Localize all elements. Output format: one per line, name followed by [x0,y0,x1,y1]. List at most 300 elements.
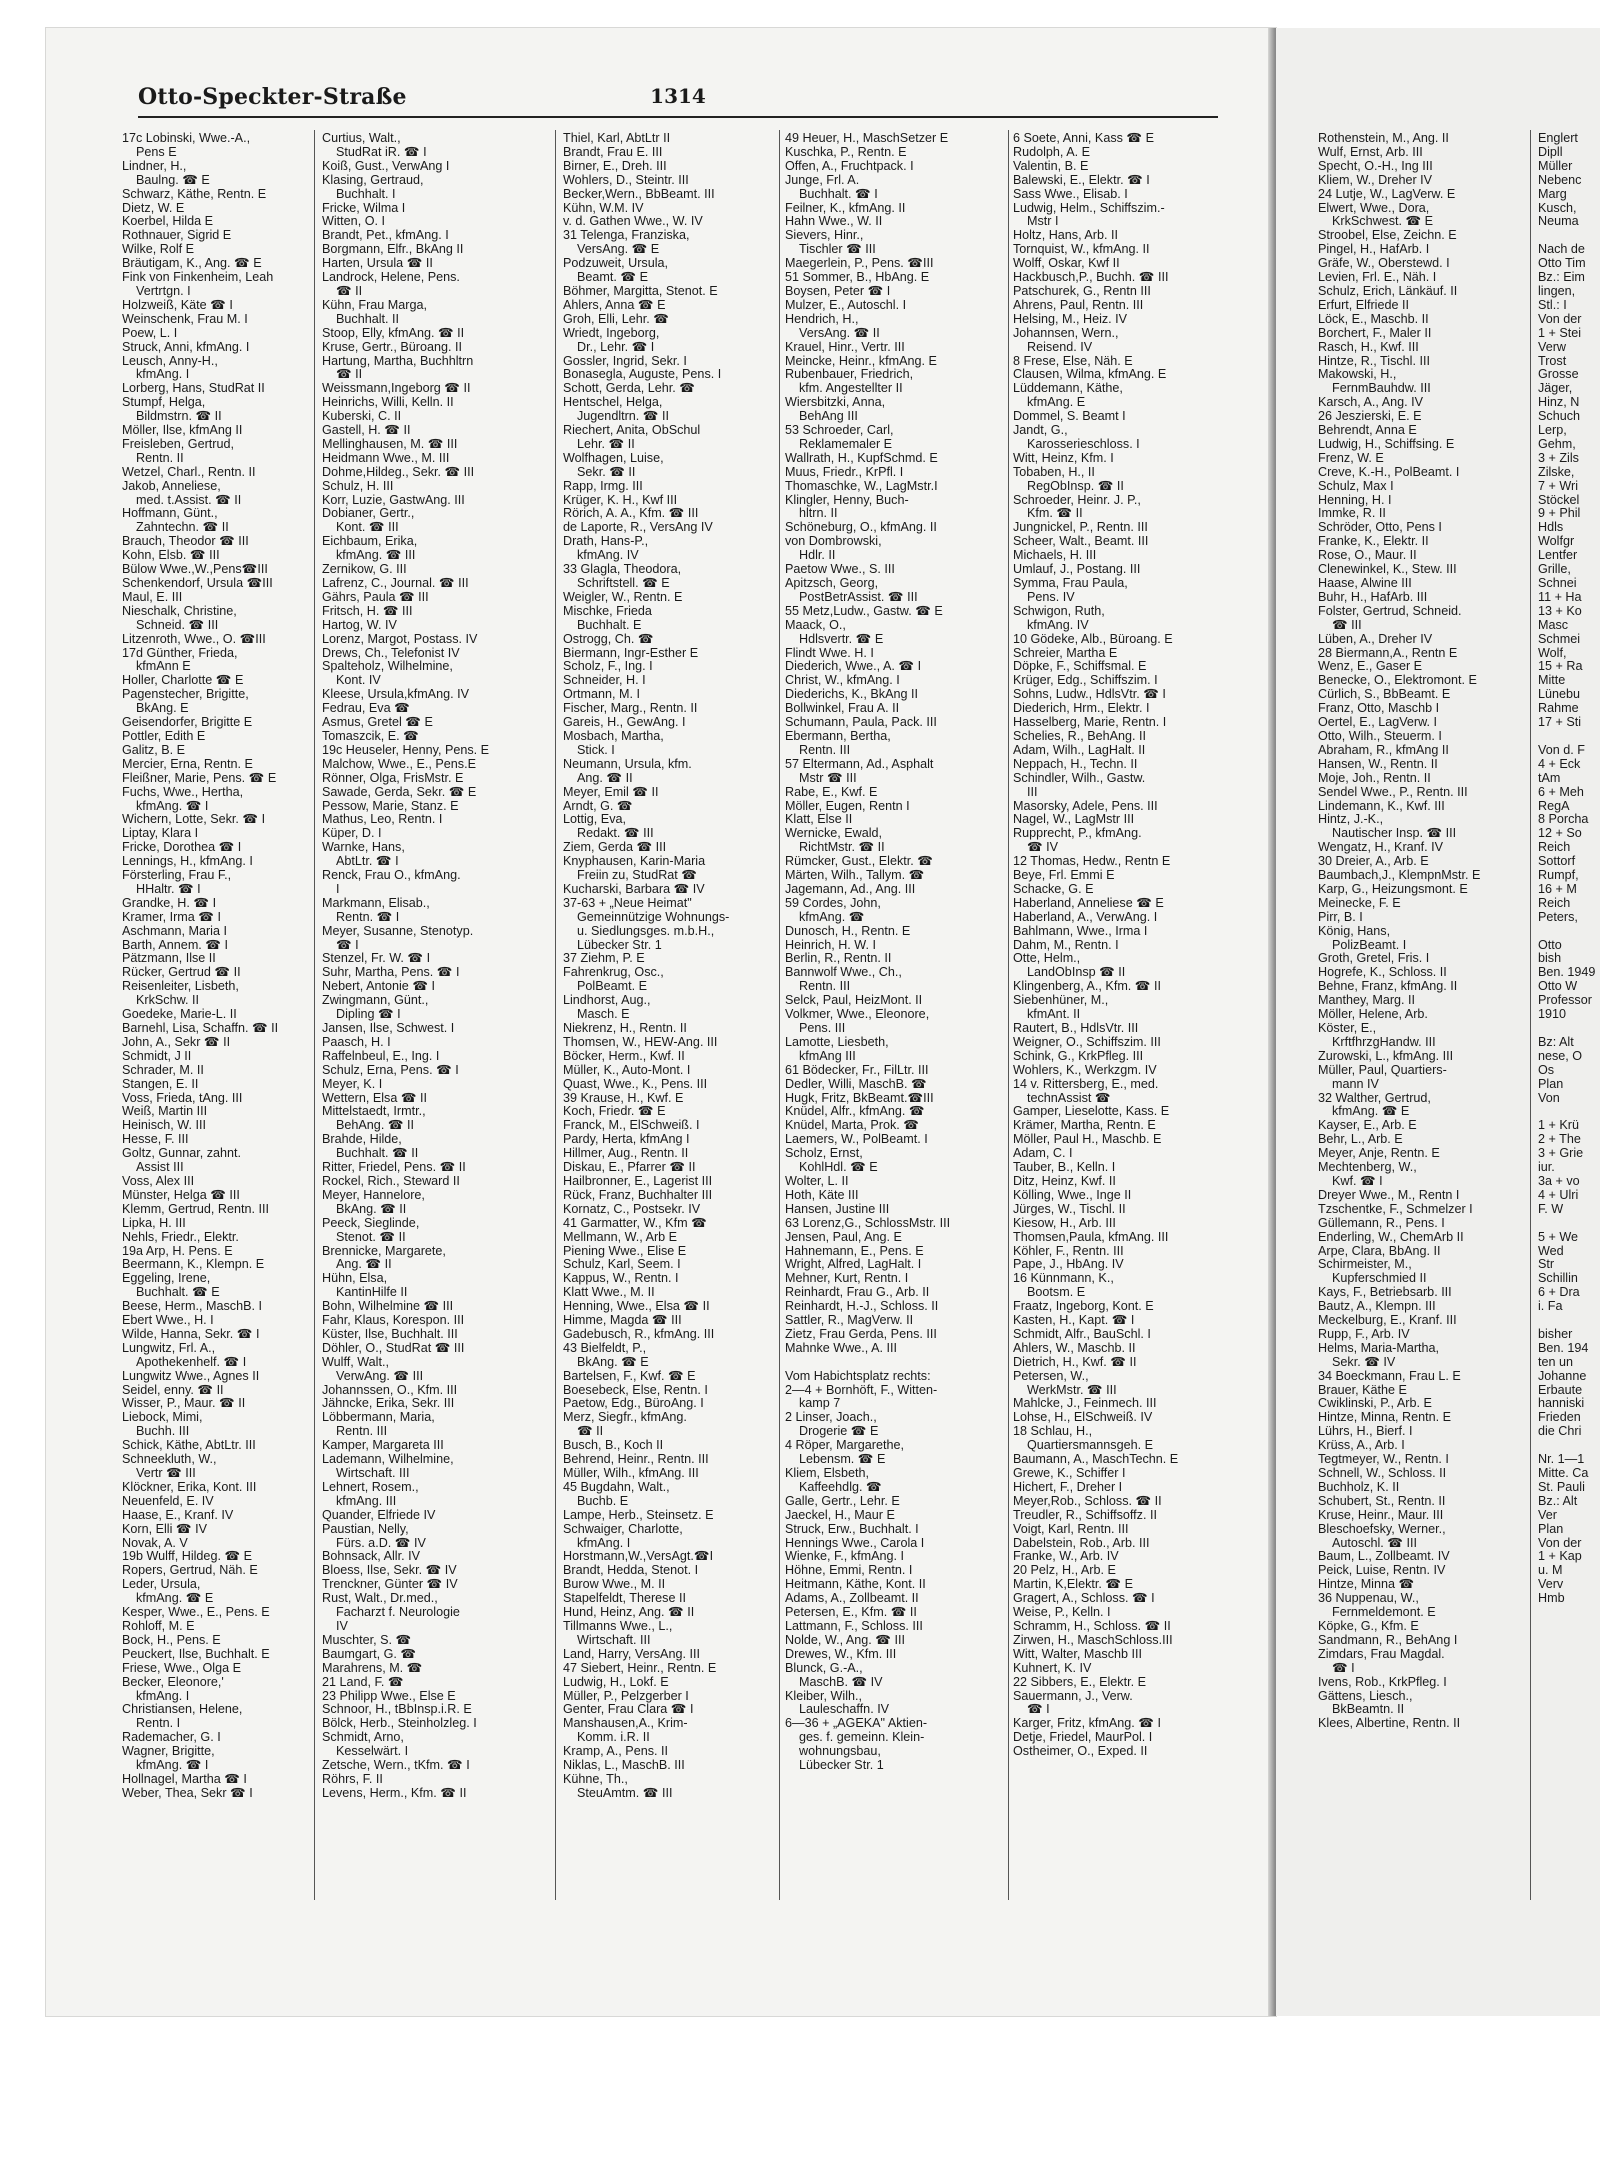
directory-entry: 19b Wulff, Hildeg. ☎ E [122,1550,253,1564]
directory-entry: Buchb. E [577,1494,629,1508]
directory-entry: Müller [1538,159,1573,173]
directory-entry: 14 v. Rittersberg, E., med. [1013,1077,1159,1091]
directory-entry: Franke, W., Arb. IV [1013,1550,1119,1564]
directory-entry: 1 + Kap [1538,1550,1582,1564]
directory-entry: Trost [1538,354,1567,368]
directory-entry: Grewe, K., Schiffer I [1013,1467,1126,1480]
column-divider [314,130,315,1900]
directory-entry: Hintze, Minna ☎ [1318,1578,1415,1592]
directory-entry: Suhr, Martha, Pens. ☎ I [322,966,460,980]
directory-entry: Patschurek, G., Rentn III [1013,284,1151,298]
directory-entry: Franke, K., Elektr. II [1318,535,1429,549]
directory-entry: 6 + Dra [1538,1286,1580,1300]
directory-entry: Autoschl. ☎ III [1332,1536,1417,1550]
directory-entry: kfmAng. ☎ [799,910,865,924]
directory-entry: wohnungsbau, [799,1745,881,1759]
directory-entry: Paasch, H. I [322,1035,391,1049]
directory-entry: Heinrich, H. W. I [785,938,876,952]
directory-entry: Biermann, Ingr-Esther E [563,646,699,660]
directory-entry: Gemeinnützige Wohnungs- [577,910,730,924]
directory-entry: Wolfgr [1538,535,1575,549]
directory-entry: 39 Krause, H., Kwf. E [563,1091,684,1105]
directory-entry: Wisser, P., Maur. ☎ II [122,1397,246,1411]
directory-entry: Sievers, Hinr., [785,229,864,243]
directory-entry: 20 Pelz, H., Arb. E [1013,1564,1116,1578]
directory-entry: Otto, Wilh., Steuerm. I [1318,729,1442,743]
directory-entry: Thomaschke, W., LagMstr.I [785,479,938,493]
directory-entry [1538,229,1600,243]
directory-entry: Wenz, E., Gaser E [1318,660,1423,674]
directory-entry: Niekrenz, H., Rentn. II [563,1022,687,1035]
directory-entry: Helms, Maria-Martha, [1318,1341,1440,1355]
directory-entry: Martin, K,Elektr. ☎ E [1013,1578,1133,1592]
directory-entry: Fritsch, H. ☎ III [322,604,413,618]
directory-entry: Weise, P., Kelln. I [1013,1606,1111,1620]
directory-entry: Lipka, H. III [122,1216,186,1230]
column-6 [1318,132,1524,1897]
directory-entry: Jaeckel, H., Maur E [785,1508,895,1522]
directory-entry: Schubert, St., Rentn. II [1318,1494,1446,1508]
directory-entry: lingen, [1538,284,1576,298]
directory-entry: Klingler, Henny, Buch- [785,493,909,507]
directory-entry: Rümcker, Gust., Elektr. ☎ [785,855,933,869]
directory-entry: Kornatz, C., Postsekr. IV [563,1202,701,1216]
directory-entry: kfmAng. I [577,1536,631,1550]
directory-entry: Selck, Paul, HeizMont. II [785,994,923,1008]
directory-entry: Weber, Thea, Sekr ☎ I [122,1786,253,1800]
directory-entry: Meincke, Heinr., kfmAng. E [785,354,937,368]
directory-entry: Hintze, R., Tischl. III [1318,354,1430,368]
directory-entry: Thomsen,Paula, kfmAng. III [1013,1230,1169,1244]
directory-entry: Gättens, Liesch., [1318,1689,1413,1703]
directory-entry: Kont. IV [336,674,381,688]
directory-entry: Bonasegla, Auguste, Pens. I [563,368,722,382]
directory-entry: Zirwen, H., MaschSchloss.III [1013,1633,1173,1647]
directory-entry: Struck, Erw., Buchhalt. I [785,1522,919,1536]
directory-entry: Ang. ☎ II [577,771,633,785]
directory-entry: 45 Bugdahn, Walt., [563,1480,670,1494]
directory-entry: Hichert, F., Dreher I [1013,1480,1123,1494]
directory-entry: Kruse, Gertr., Büroang. II [322,340,462,354]
directory-entry: Rothenstein, M., Ang. II [1318,132,1449,145]
directory-entry: Witten, O. I [322,215,385,229]
directory-entry: Levien, Frl. E., Näh. I [1318,271,1437,285]
directory-entry: Lehr. ☎ II [577,437,635,451]
directory-entry: Cürlich, S., BbBeamt. E [1318,688,1451,702]
directory-entry: Professor [1538,994,1592,1008]
directory-entry: Dipll [1538,145,1563,159]
directory-entry: Elwert, Wwe., Dora, [1318,201,1430,215]
directory-entry: Jansen, Ilse, Schwest. I [322,1022,455,1035]
directory-entry: MaschB. ☎ IV [799,1675,883,1689]
directory-entry: Seidel, enny. ☎ II [122,1383,224,1397]
directory-entry: Quartiersmannsgeh. E [1027,1439,1153,1453]
directory-entry: Schrader, M. II [122,1063,204,1077]
directory-entry: Bz.: Eim [1538,271,1585,285]
directory-entry: Muschter, S. ☎ [322,1633,412,1647]
directory-entry: 12 + So [1538,827,1582,841]
page-number: 1314 [650,84,706,108]
directory-entry: Krüger, K. H., Kwf III [563,493,678,507]
directory-entry: Wright, Alfred, LagHalt. I [785,1258,922,1272]
directory-entry: Litzenroth, Wwe., O. ☎III [122,632,266,646]
directory-entry: Kühn, W.M. IV [563,201,644,215]
directory-entry: Knyphausen, Karin-Maria [563,855,706,869]
directory-entry: Christiansen, Helene, [122,1703,243,1717]
directory-entry: 24 Lutje, W., LagVerw. E [1318,187,1456,201]
directory-entry: Verv [1538,1578,1564,1592]
directory-entry: Freisleben, Gertrud, [122,437,234,451]
directory-entry: Meyer, Hannelore, [322,1188,425,1202]
directory-entry: Sandmann, R., BehAng I [1318,1633,1458,1647]
directory-entry: Niklas, L., MaschB. III [563,1759,685,1773]
directory-entry: Kühn, Frau Marga, [322,298,427,312]
directory-entry: Brahde, Hilde, [322,1133,402,1147]
directory-entry: 6—36 + „AGEKA" Aktien- [785,1717,928,1731]
directory-entry: Adam, C. I [1013,1147,1073,1161]
directory-entry: 17 + Sti [1538,716,1582,730]
directory-entry: 3a + vo [1538,1174,1580,1188]
column-5 [1013,132,1191,1897]
directory-entry: tAm [1538,771,1561,785]
directory-entry: Becker,Wern., BbBeamt. III [563,187,715,201]
directory-entry: hltrn. II [799,507,838,521]
directory-entry: Oertel, E., LagVerw. I [1318,716,1438,730]
directory-entry: Baum, L., Zollbeamt. IV [1318,1550,1450,1564]
directory-entry: Vertr ☎ III [136,1467,196,1480]
directory-entry: KantinHilfe II [336,1286,408,1300]
directory-entry: BkBeamtn. II [1332,1703,1405,1717]
directory-entry: Hdlsvertr. ☎ E [799,632,884,646]
directory-entry: Tomaszcik, E. ☎ [322,729,419,743]
directory-entry: Klemm, Gertrud, Rentn. III [122,1202,269,1216]
directory-entry: Erbaute [1538,1383,1583,1397]
directory-entry: Meyer, Anje, Rentn. E [1318,1147,1440,1161]
directory-entry: technAssist ☎ [1027,1091,1111,1105]
directory-entry: Meinecke, F. E [1318,896,1401,910]
directory-entry: Horstmann,W.,VersAgt.☎I [563,1550,714,1564]
directory-entry: Behrendt, Anna E [1318,424,1417,438]
directory-entry: Von der [1538,1536,1582,1550]
directory-entry: Tauber, B., Kelln. I [1013,1161,1116,1175]
directory-entry: Rupprecht, P., kfmAng. [1013,827,1142,841]
directory-entry: Pätzmann, Ilse II [122,952,216,966]
directory-entry: Renck, Frau O., kfmAng. [322,869,461,883]
directory-entry: Ludwig, Helm., Schiffszim.- [1013,201,1165,215]
directory-entry: 63 Lorenz,G., SchlossMstr. III [785,1216,951,1230]
directory-entry: ☎ I [1027,1703,1050,1717]
directory-entry: Schwaiger, Charlotte, [563,1522,683,1536]
directory-entry: 3 + Zils [1538,451,1579,465]
directory-entry: Beamt. ☎ E [577,271,648,285]
directory-entry: Schacke, G. E [1013,882,1094,896]
directory-entry: Lungwitz, Frl. A., [122,1341,216,1355]
directory-entry: ☎ III [1332,618,1362,632]
directory-entry: Wetzel, Charl., Rentn. II [122,465,256,479]
directory-entry: Marg [1538,187,1567,201]
directory-entry: Offen, A., Fruchtpack. I [785,159,914,173]
directory-entry: Jungnickel, P., Rentn. III [1013,521,1148,535]
directory-entry: Stumpf, Helga, [122,396,206,410]
directory-entry: Voss, Frieda, tAng. III [122,1091,243,1105]
directory-entry: Sattler, R., MagVerw. II [785,1314,914,1328]
directory-entry: Brennicke, Margarete, [322,1244,446,1258]
directory-entry: Dahm, M., Rentn. I [1013,938,1119,952]
directory-entry: Detje, Friedel, MaurPol. I [1013,1731,1153,1745]
directory-entry: Landrock, Helene, Pens. [322,271,460,285]
directory-entry: 31 Telenga, Franziska, [563,229,690,243]
directory-entry: Wed [1538,1244,1564,1258]
directory-entry: Paustian, Nelly, [322,1522,409,1536]
directory-entry: Jähncke, Erika, Sekr. III [322,1397,455,1411]
directory-entry: I [336,882,340,896]
directory-entry: Jagemann, Ad., Ang. III [785,882,916,896]
directory-entry: Otte, Helm., [1013,952,1081,966]
column-divider [555,130,556,1900]
directory-entry: Facharzt f. Neurologie [336,1606,460,1620]
directory-entry: Reich [1538,896,1571,910]
directory-entry: Klingenberg, A., Kfm. ☎ II [1013,980,1161,994]
directory-entry: Ritter, Friedel, Pens. ☎ II [322,1161,466,1175]
directory-entry: Masc [1538,618,1569,632]
directory-entry: Krüger, Edg., Schiffszim. I [1013,674,1158,688]
directory-entry: Adams, A., Zollbeamt. II [785,1592,919,1606]
directory-entry: Jürges, W., Tischl. II [1013,1202,1126,1216]
directory-entry: Arpe, Clara, BbAng. II [1318,1244,1441,1258]
directory-entry: Schink, G., KrkPfleg. III [1013,1049,1144,1063]
directory-entry: Pape, J., HbAng. IV [1013,1258,1124,1272]
directory-entry: Nolde, W., Ang. ☎ III [785,1633,905,1647]
directory-entry: Plan [1538,1522,1564,1536]
directory-entry: Arndt, G. ☎ [563,799,633,813]
directory-entry: Reinhardt, Frau G., Arb. II [785,1286,930,1300]
directory-entry [1538,1022,1600,1036]
directory-entry: Nr. 1—1 [1538,1453,1585,1467]
directory-entry: Barnehl, Lisa, Schaffn. ☎ II [122,1022,279,1035]
directory-entry: 21 Land, F. ☎ [322,1675,404,1689]
directory-entry: Sawade, Gerda, Sekr. ☎ E [322,785,477,799]
directory-entry: Goltz, Gunnar, zahnt. [122,1147,242,1161]
directory-entry: Nebert, Antonie ☎ I [322,980,435,994]
directory-entry: Rentn. ☎ I [336,910,400,924]
directory-entry: Fernmeldemont. E [1332,1606,1436,1620]
directory-entry: Schneider, H. I [563,674,646,688]
directory-entry: Fischer, Marg., Rentn. II [563,702,698,716]
directory-entry: Schöneburg, O., kfmAng. II [785,521,937,535]
directory-entry: Lohse, H., ElSchweiß. IV [1013,1411,1153,1425]
directory-entry: Kruse, Heinr., Maur. III [1318,1508,1444,1522]
directory-entry: 43 Bielfeldt, P., [563,1341,647,1355]
directory-entry [1538,730,1600,744]
directory-entry: kfmAng. III [336,1494,397,1508]
directory-entry: Rücker, Gertrud ☎ II [122,966,241,980]
directory-entry: Lerp, [1538,424,1567,438]
directory-entry: Mulzer, E., Autoschl. I [785,298,907,312]
directory-entry: Lehnert, Rosem., [322,1480,419,1494]
directory-entry: Wolter, L. II [785,1174,849,1188]
directory-entry: Schulz, Karl, Seem. I [563,1258,681,1272]
directory-entry: 19c Heuseler, Henny, Pens. E [322,743,490,757]
directory-entry: 1910 [1538,1008,1567,1022]
directory-entry: Schulz, Erich, Länkäuf. II [1318,284,1458,298]
directory-entry: 6 Soete, Anni, Kass ☎ E [1013,132,1155,145]
directory-entry: Pens. IV [1027,590,1075,604]
directory-entry: Wohlers, D., Steintr. III [563,173,689,187]
directory-entry: Thomsen, W., HEW-Ang. III [563,1035,718,1049]
directory-entry: Zernikow, G. III [322,563,407,577]
directory-entry: Klatt, Else II [785,813,853,827]
directory-entry: Pens E [136,145,177,159]
directory-entry [1538,925,1600,939]
directory-entry: Meyer, Emil ☎ II [563,785,659,799]
directory-entry: Wolfhagen, Luise, [563,451,664,465]
directory-entry: 4 + Eck [1538,757,1581,771]
directory-entry: Karosserieschloss. I [1027,437,1140,451]
directory-entry: Hollnagel, Martha ☎ I [122,1772,247,1786]
directory-entry: Reinhardt, H.-J., Schloss. II [785,1300,939,1314]
directory-entry: Lottig, Eva, [563,813,627,827]
directory-entry: Jäger, [1538,382,1573,396]
directory-entry: SteuAmtm. ☎ III [577,1786,673,1800]
directory-entry: Lorenz, Margot, Postass. IV [322,632,478,646]
directory-entry: Müller, P., Pelzgerber I [563,1689,689,1703]
directory-entry: Volkmer, Wwe., Eleonore, [785,1008,930,1022]
directory-entry: Land, Harry, VersAng. III [563,1647,700,1661]
directory-entry: Schillin [1538,1272,1578,1286]
directory-entry: Plan [1538,1077,1564,1091]
directory-entry: Hund, Heinz, Ang. ☎ II [563,1606,695,1620]
directory-entry: Ang. ☎ II [336,1258,392,1272]
directory-entry: ges. f. gemeinn. Klein- [799,1731,925,1745]
directory-entry: Weiß, Martin III [122,1105,208,1119]
directory-entry: Gräfe, W., Oberstewd. I [1318,257,1450,271]
directory-entry: Kayser, E., Arb. E [1318,1119,1417,1133]
directory-entry: Dobianer, Gertr., [322,507,415,521]
directory-entry: Bartelsen, F., Kwf. ☎ E [563,1369,696,1383]
directory-entry: Lünebu [1538,688,1581,702]
directory-entry: Kühne, Th., [563,1772,628,1786]
directory-entry: Harten, Ursula ☎ II [322,257,433,271]
directory-entry: 4 Röper, Margarethe, [785,1439,905,1453]
directory-entry: Hansen, W., Rentn. II [1318,757,1438,771]
directory-entry: Buchhalt. ☎ E [136,1286,220,1300]
directory-entry: Burow Wwe., M. II [563,1578,666,1592]
directory-entry: Rentn. III [336,1425,388,1439]
directory-entry: Zwingmann, Günt., [322,994,429,1008]
directory-entry: Asmus, Gretel ☎ E [322,716,433,730]
directory-entry: Wernicke, Ewald, [785,827,883,841]
directory-entry: Hailbronner, E., Lagerist III [563,1174,713,1188]
directory-entry: Schuch [1538,410,1581,424]
right-page-column [1538,132,1600,1897]
directory-entry: Schriftstell. ☎ E [577,577,670,590]
directory-entry: iur. [1538,1161,1555,1175]
directory-entry: BkAng. ☎ II [336,1202,407,1216]
directory-entry: Möller, Helene, Arb. [1318,1008,1428,1022]
directory-entry: BehAng. ☎ II [336,1119,414,1133]
directory-entry: Maul, E. III [122,590,183,604]
directory-entry: Sekr. ☎ IV [1332,1355,1396,1369]
directory-entry: Dr., Lehr. ☎ I [577,340,655,354]
directory-entry: Bloess, Ilse, Sekr. ☎ IV [322,1564,457,1578]
directory-entry: Mehner, Kurt, Rentn. I [785,1272,909,1286]
directory-entry: Umlauf, J., Postang. III [1013,563,1141,577]
directory-entry: Buhr, H., HafArb. III [1318,590,1428,604]
directory-entry: 26 Jeszierski, E. E [1318,410,1422,424]
directory-entry: Genter, Frau Clara ☎ I [563,1703,694,1717]
directory-entry: Schneekluth, W., [122,1453,217,1467]
directory-entry: Bräutigam, K., Ang. ☎ E [122,257,262,271]
directory-entry: 23 Philipp Wwe., Else E [322,1689,456,1703]
directory-entry: Voss, Alex III [122,1174,195,1188]
directory-entry: Stoop, Elly, kfmAng. ☎ II [322,326,465,340]
directory-entry: Himme, Magda ☎ III [563,1314,682,1328]
directory-entry: Klatt Wwe., M. II [563,1286,655,1300]
directory-entry: Hennings Wwe., Carola I [785,1536,925,1550]
directory-entry: Lührs, H., Bierf. I [1318,1425,1413,1439]
directory-entry: Rönner, Olga, FrisMstr. E [322,771,464,785]
directory-entry: Otto [1538,938,1562,952]
directory-entry: Schramm, H., Schloss. ☎ II [1013,1619,1171,1633]
directory-entry: 8 Porcha [1538,813,1589,827]
directory-entry: Levens, Herm., Kfm. ☎ II [322,1786,467,1800]
column-4 [785,132,963,1897]
directory-entry: Hogrefe, K., Schloss. II [1318,966,1447,980]
directory-entry: Röhrs, F. II [322,1772,383,1786]
directory-entry: Peuckert, Ilse, Buchhalt. E [122,1647,270,1661]
directory-entry: Müller, K., Auto-Mont. I [563,1063,691,1077]
directory-entry: Schnell, W., Schloss. II [1318,1467,1447,1480]
directory-entry: Johannssen, O., Kfm. III [322,1383,458,1397]
directory-entry: Kucharski, Barbara ☎ IV [563,882,705,896]
directory-entry: Boysen, Peter ☎ I [785,284,891,298]
directory-entry: kfmAng. ☎ III [336,549,416,563]
directory-entry: Warnke, Hans, [322,841,405,855]
directory-entry: Manthey, Marg. II [1318,994,1416,1008]
directory-entry: FernmBauhdw. III [1332,382,1431,396]
directory-entry: Stl.: I [1538,298,1567,312]
directory-entry: Cwiklinski, P., Arb. E [1318,1397,1432,1411]
directory-entry: Ben. 194 [1538,1341,1589,1355]
directory-entry: kfmAng. ☎ E [1332,1105,1410,1119]
directory-entry: Schelies, R., BehAng. II [1013,729,1147,743]
directory-entry: 49 Heuer, H., MaschSetzer E [785,132,949,145]
directory-entry: Hasselberg, Marie, Rentn. I [1013,716,1167,730]
directory-entry: Löck, E., Maschb. II [1318,312,1429,326]
directory-entry: bish [1538,952,1562,966]
directory-entry: Klees, Albertine, Rentn. II [1318,1717,1461,1731]
directory-entry [785,1356,963,1370]
directory-entry: Schulz, H. III [322,479,394,493]
directory-entry: Wallrath, H., KupfSchmd. E [785,451,938,465]
directory-entry: Borchert, F., Maler II [1318,326,1432,340]
directory-entry: Kohn, Elsb. ☎ III [122,549,220,563]
directory-entry: Försterling, Frau F., [122,869,232,883]
directory-entry: Flindt Wwe. H. I [785,646,874,660]
directory-entry: Klöckner, Erika, Kont. III [122,1480,257,1494]
directory-entry: Petersen, E., Kfm. ☎ II [785,1606,917,1620]
directory-entry: Bölck, Herb., Steinholzleg. I [322,1717,477,1731]
directory-entry: Assist III [136,1161,184,1175]
directory-entry: Scholz, Ernst, [785,1147,863,1161]
directory-entry: Köpke, G., Kfm. E [1318,1619,1419,1633]
directory-entry: Baulng. ☎ E [136,173,210,187]
directory-entry: Rörich, A. A., Kfm. ☎ III [563,507,699,521]
directory-entry: Ropers, Gertrud, Näh. E [122,1564,258,1578]
directory-entry: Schroeder, Heinr. J. P., [1013,493,1141,507]
directory-entry: Hugk, Fritz, BkBeamt.☎III [785,1091,934,1105]
directory-entry: KrkSchw. II [136,994,199,1008]
